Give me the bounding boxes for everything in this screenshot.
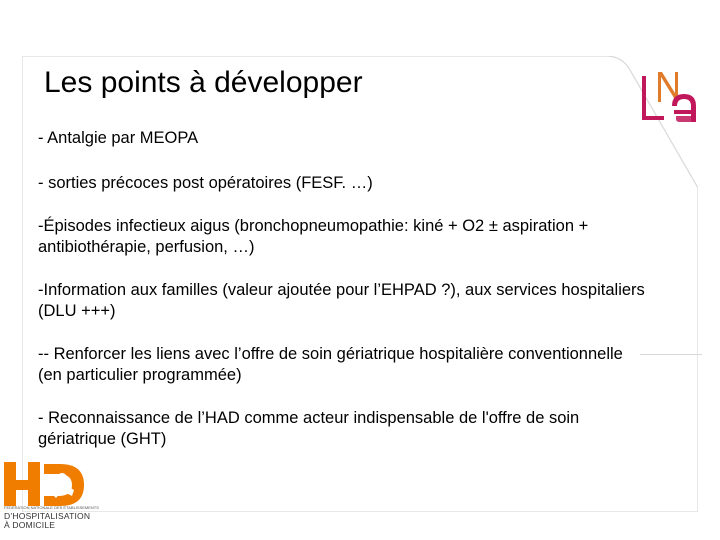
bullet-item: - Reconnaissance de l’HAD comme acteur indispensable de l'offre de soin gériatrique (GHT) <box>38 409 580 448</box>
bullet-item: -Information aux familles (valeur ajoutée pour l’EHPAD ?), aux services hospitaliers (DLU +++) <box>38 281 645 320</box>
lna-logo <box>638 66 702 130</box>
had-text-line1: D’HOSPITALISATION <box>4 511 91 521</box>
bullet-item: - Antalgie par MEOPA <box>38 129 199 147</box>
had-text-line2: À DOMICILE <box>4 519 56 530</box>
divider-line <box>640 354 702 355</box>
bullet-item: - sorties précoces post opératoires (FESF. …) <box>38 174 373 192</box>
bullet-item: -- Renforcer les liens avec l’offre de soin gériatrique hospitalière conventionnelle (en particulier programmée) <box>38 345 623 384</box>
slide-title: Les points à développer <box>44 66 363 99</box>
had-text <box>4 512 90 529</box>
bullet-list <box>38 128 648 475</box>
had-small-text: FÉDÉRATION NATIONALE DES ÉTABLISSEMENTS <box>4 505 99 510</box>
bullet-item: -Épisodes infectieux aigus (bronchopneumopathie: kiné + O2 ± aspiration + antibiothérapie, perfusion, …) <box>38 217 589 256</box>
